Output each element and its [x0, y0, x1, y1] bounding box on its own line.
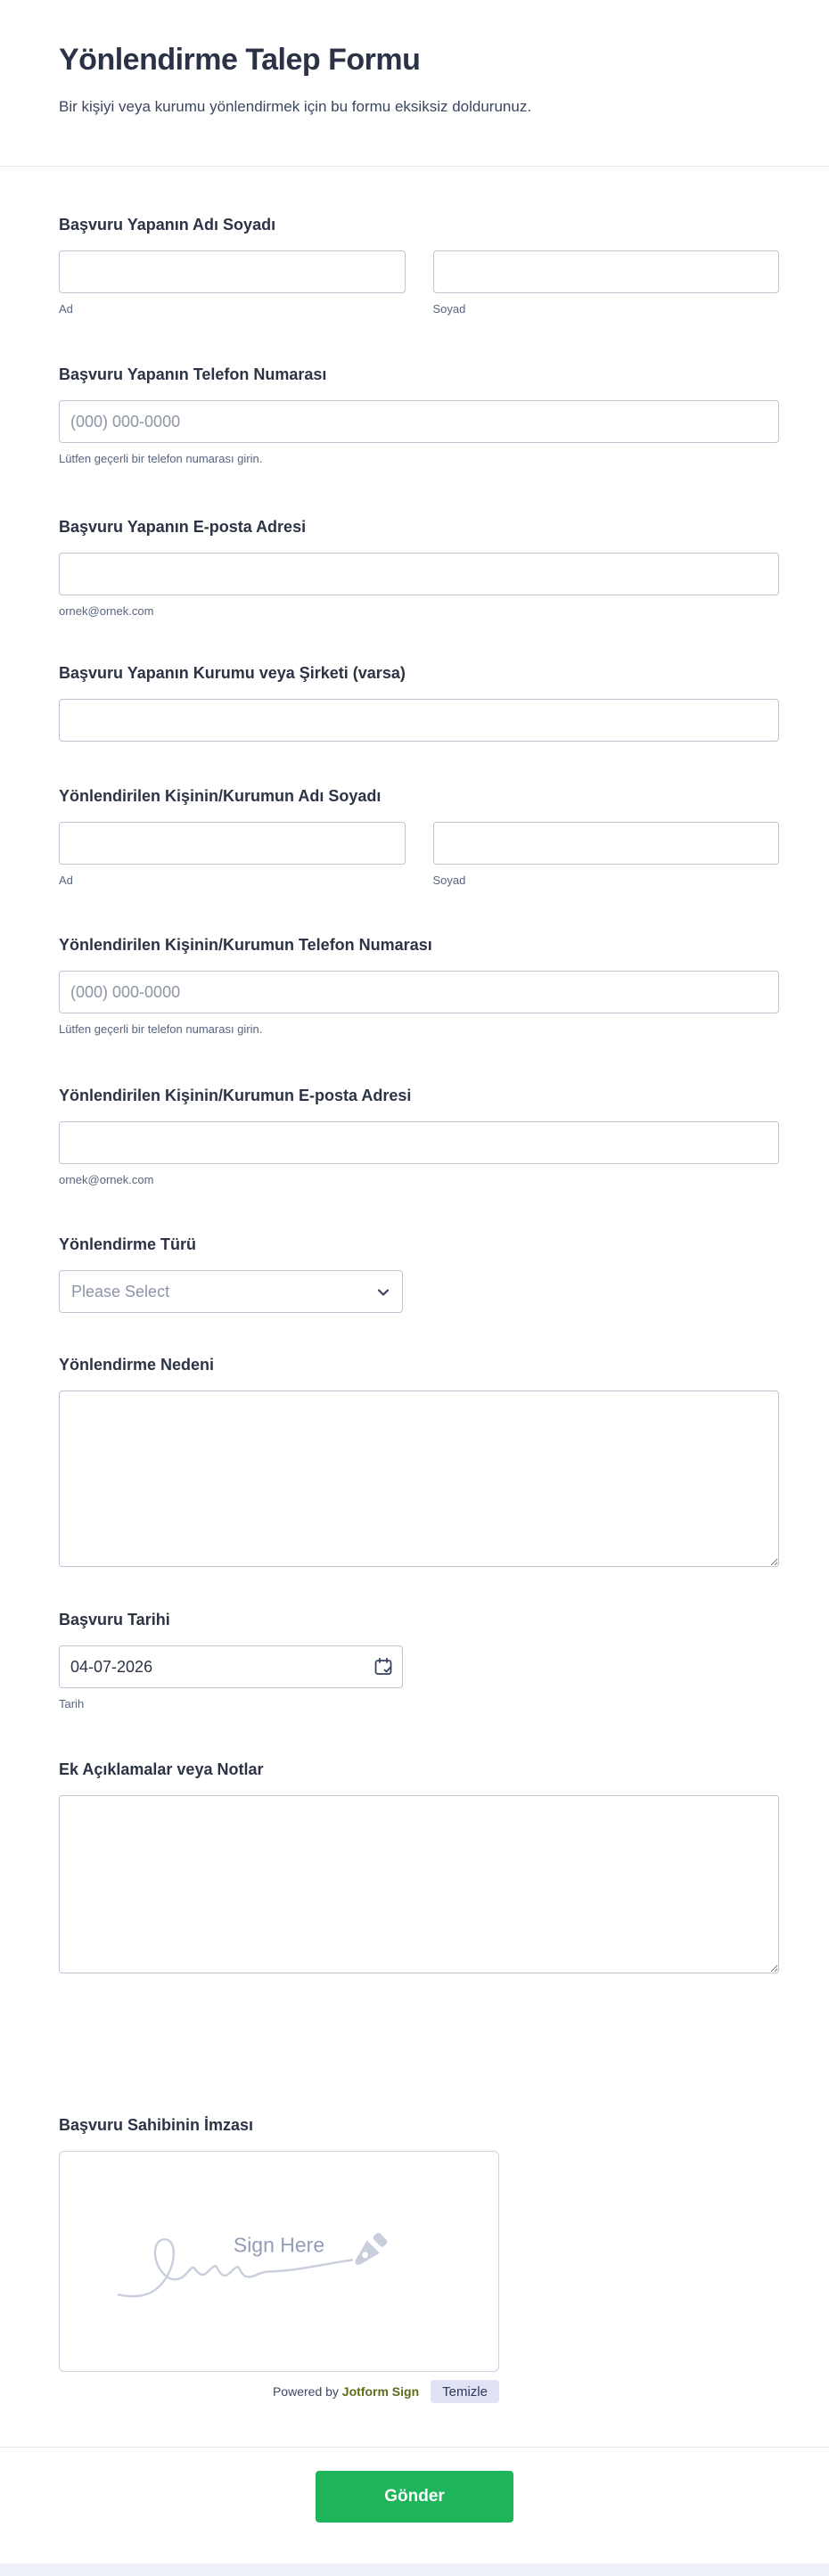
signature-clear-button[interactable]: Temizle [431, 2380, 499, 2403]
field-referred-name [59, 787, 779, 888]
referral-type-selected-value: Please Select [71, 1282, 170, 1300]
referral-type-select[interactable] [59, 1270, 403, 1313]
submit-section [0, 2448, 829, 2564]
form-body [0, 167, 829, 2447]
referred-name-label: Yönlendirilen Kişinin/Kurumun Adı Soyadı [59, 787, 382, 805]
applicant-phone-sublabel: Lütfen geçerli bir telefon numarası girin. [59, 452, 263, 465]
form-header [0, 0, 829, 116]
field-application-date [59, 1611, 779, 1711]
sign-here-placeholder [101, 2216, 457, 2314]
referred-email-label: Yönlendirilen Kişinin/Kurumun E-posta Adresi [59, 1087, 412, 1104]
referred-phone-label: Yönlendirilen Kişinin/Kurumun Telefon Numarası [59, 936, 432, 954]
field-referred-email [59, 1087, 779, 1187]
applicant-phone-input[interactable] [59, 400, 779, 443]
field-applicant-name [59, 216, 779, 316]
pen-nib-icon [349, 2230, 390, 2270]
field-applicant-company [59, 664, 779, 742]
referral-reason-textarea[interactable] [59, 1391, 779, 1567]
applicant-email-input[interactable] [59, 553, 779, 595]
applicant-first-name-sublabel: Ad [59, 302, 73, 316]
chevron-down-icon [376, 1285, 390, 1304]
signature-pad[interactable] [59, 2151, 499, 2372]
applicant-company-input[interactable] [59, 699, 779, 742]
signature-label: Başvuru Sahibinin İmzası [59, 2116, 254, 2134]
referred-last-name-input[interactable] [433, 822, 780, 865]
sign-here-text: Sign Here [233, 2233, 325, 2257]
applicant-name-label: Başvuru Yapanın Adı Soyadı [59, 216, 276, 234]
signature-footer [59, 2380, 499, 2403]
notes-textarea[interactable] [59, 1795, 779, 1973]
referred-phone-sublabel: Lütfen geçerli bir telefon numarası girin. [59, 1022, 263, 1036]
referral-reason-label: Yönlendirme Nedeni [59, 1356, 215, 1374]
applicant-first-name-input[interactable] [59, 250, 406, 293]
notes-label: Ek Açıklamalar veya Notlar [59, 1760, 264, 1778]
field-referral-type [59, 1235, 779, 1313]
applicant-last-name-input[interactable] [433, 250, 780, 293]
powered-by-text [273, 2384, 419, 2399]
powered-by-label: Powered by [272, 2384, 339, 2399]
field-referral-reason [59, 1356, 779, 1567]
applicant-email-sublabel: ornek@ornek.com [59, 604, 154, 618]
jotform-sign-brand: Jotform Sign [341, 2384, 420, 2399]
referred-last-name-sublabel: Soyad [432, 874, 466, 887]
referral-type-label: Yönlendirme Türü [59, 1235, 197, 1253]
application-date-sublabel: Tarih [59, 1697, 85, 1710]
referred-email-input[interactable] [59, 1121, 779, 1164]
field-notes [59, 1760, 779, 1973]
form-title: Yönlendirme Talep Formu [59, 43, 421, 77]
applicant-company-label: Başvuru Yapanın Kurumu veya Şirketi (varsa) [59, 664, 406, 682]
referred-first-name-sublabel: Ad [59, 874, 73, 887]
field-applicant-email [59, 518, 779, 619]
application-date-label: Başvuru Tarihi [59, 1611, 170, 1628]
applicant-email-label: Başvuru Yapanın E-posta Adresi [59, 518, 307, 536]
field-signature [59, 2116, 779, 2403]
calendar-icon[interactable] [373, 1656, 394, 1678]
form-subtitle: Bir kişiyi veya kurumu yönlendirmek için bu formu eksiksiz doldurunuz. [59, 98, 532, 115]
referred-first-name-input[interactable] [59, 822, 406, 865]
applicant-last-name-sublabel: Soyad [432, 302, 466, 316]
referred-phone-input[interactable] [59, 971, 779, 1013]
field-applicant-phone [59, 365, 779, 466]
field-referred-phone [59, 936, 779, 1037]
referred-email-sublabel: ornek@ornek.com [59, 1173, 154, 1186]
submit-button[interactable]: Gönder [316, 2471, 513, 2523]
application-date-input[interactable] [59, 1645, 403, 1688]
applicant-phone-label: Başvuru Yapanın Telefon Numarası [59, 365, 327, 383]
